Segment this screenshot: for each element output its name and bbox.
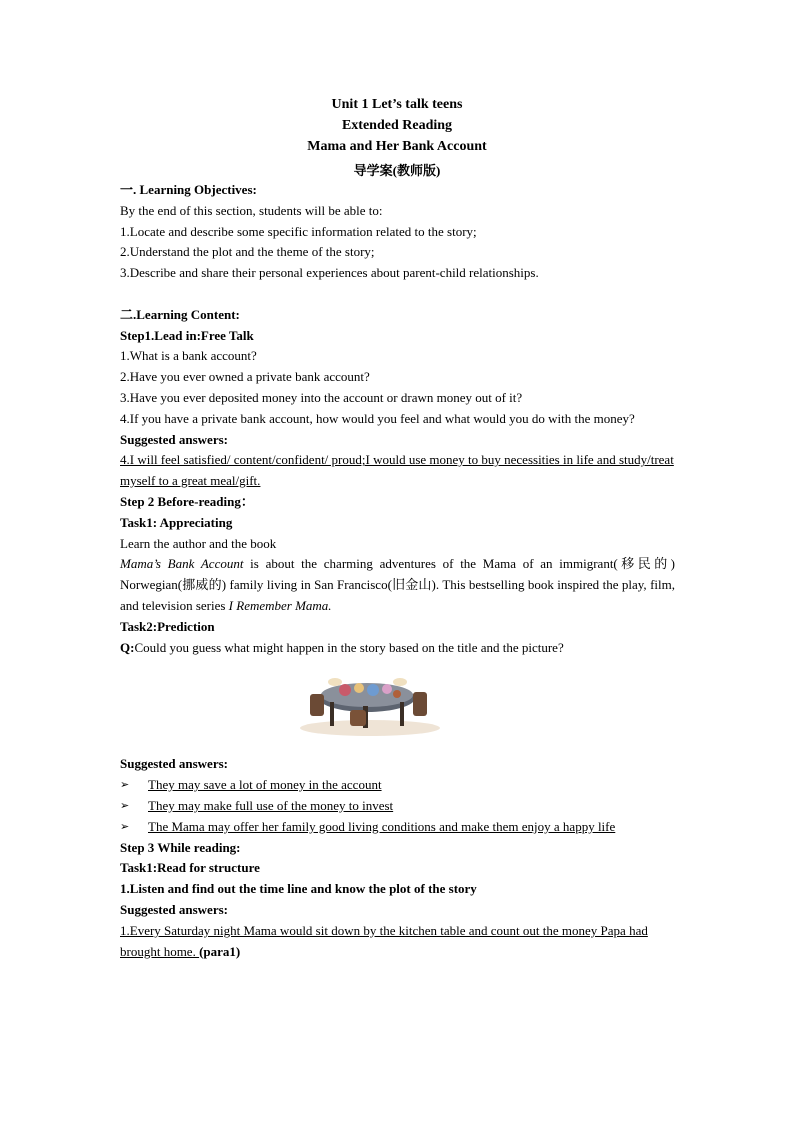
suggested-answers-label: Suggested answers: <box>120 756 228 772</box>
step3-heading: Step 3 While reading: <box>120 839 241 855</box>
title-unit: Unit 1 Let’s talk teens <box>331 97 463 112</box>
para-ref: (para1) <box>199 943 241 959</box>
arrow-bullet-icon: ➢ <box>120 779 130 792</box>
task1-structure-heading: Task1:Read for structure <box>120 860 260 876</box>
kitchen-table-illustration <box>295 668 445 738</box>
document-body <box>120 180 675 962</box>
series-title: I Remember Mama. <box>228 597 332 613</box>
question-item: 3.Have you ever deposited money into the account or drawn money out of it? <box>120 389 523 405</box>
step1-heading: Step1.Lead in:Free Talk <box>120 327 254 343</box>
learn-line: Learn the author and the book <box>120 535 277 551</box>
question-item: 2.Have you ever owned a private bank account? <box>120 369 370 385</box>
story-picture <box>120 658 675 754</box>
q-text: Could you guess what might happen in the story based on the title and the picture? <box>134 639 564 655</box>
suggested-answers-label: Suggested answers: <box>120 901 228 917</box>
question-item: 4.If you have a private bank account, how would you feel and what would you do with the money? <box>120 410 635 426</box>
suggested-answers-label: Suggested answers: <box>120 431 228 447</box>
book-desc-text: is about the charming adventures of the Mama of an immigrant(移民的) Norwegian(挪威的) family living in San Francisco(旧金山). This bestselling book inspired the play, film, and television series <box>120 556 675 613</box>
step2-heading: Step 2 Before-reading： <box>120 493 254 509</box>
book-title: Mama’s Bank Account <box>120 556 244 572</box>
objective-item: 3.Describe and share their personal experiences about parent-child relationships. <box>120 265 539 281</box>
objectives-intro: By the end of this section, students will be able to: <box>120 202 383 218</box>
question-item: 1.What is a bank account? <box>120 348 257 364</box>
suggested-answer: 4.I will feel satisfied/ content/confident/ proud;I would use money to buy necessities in life and study/treat myself to a great meal/gift. <box>120 452 674 489</box>
spacer <box>120 284 675 305</box>
arrow-bullet-icon: ➢ <box>120 820 130 833</box>
title-story: Mama and Her Bank Account <box>307 139 487 154</box>
list-item: ➢ They may save a lot of money in the account <box>120 775 675 796</box>
content-heading: 二.Learning Content: <box>120 306 240 322</box>
prediction-question <box>120 638 675 659</box>
timeline-answer <box>120 921 675 963</box>
timeline-answer-text: 1.Every Saturday night Mama would sit down by the kitchen table and count out the money Papa had brought home. <box>120 922 648 959</box>
list-item: ➢ The Mama may offer her family good living conditions and make them enjoy a happy life <box>120 817 675 838</box>
list-item: ➢ They may make full use of the money to invest <box>120 796 675 817</box>
listen-instruction: 1.Listen and find out the time line and know the plot of the story <box>120 881 477 897</box>
task1-heading: Task1: Appreciating <box>120 514 233 530</box>
task2-heading: Task2:Prediction <box>120 618 215 634</box>
title-teacher-edition: 导学案(教师版) <box>353 163 441 178</box>
title-extended-reading: Extended Reading <box>341 118 453 133</box>
book-description <box>120 554 675 616</box>
objectives-heading: 一. Learning Objectives: <box>120 182 257 197</box>
arrow-bullet-icon: ➢ <box>120 799 130 812</box>
objective-item: 1.Locate and describe some specific information related to the story; <box>120 223 477 239</box>
objective-item: 2.Understand the plot and the theme of the story; <box>120 244 375 260</box>
q-label: Q: <box>120 639 135 655</box>
